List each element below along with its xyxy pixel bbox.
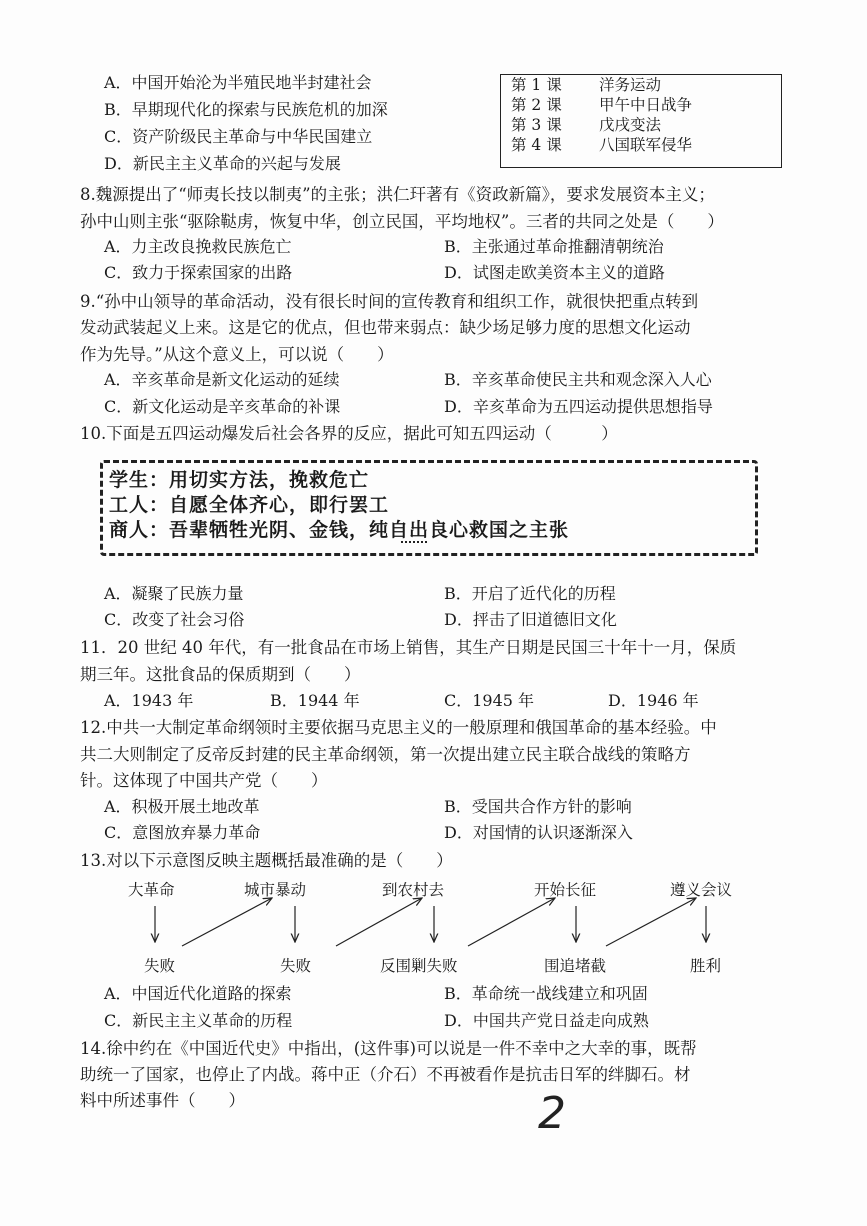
lesson-row: 第 4 课 八国联军侵华 <box>511 136 693 154</box>
q8-option-a: A．力主改良挽救民族危亡 <box>104 237 292 256</box>
q11-stem-2: 期三年。这批食品的保质期到（ ） <box>80 665 361 684</box>
flow-label-bottom: 胜利 <box>690 957 722 975</box>
q9-stem-1: 9.“孙中山领导的革命活动，没有很长时间的宣传教育和组织工作，就很快把重点转到 <box>80 292 699 311</box>
up-arrow-2 <box>336 898 422 946</box>
q8-option-b: B．主张通过革命推翻清朝统治 <box>444 237 664 256</box>
up-arrow-3 <box>468 898 555 946</box>
flow-label-top: 到农村去 <box>382 881 445 899</box>
quote-students: 学生：用切实方法，挽救危亡 <box>109 469 370 491</box>
q12-option-c: C．意图放弃暴力革命 <box>104 823 261 842</box>
quote-box <box>100 460 758 556</box>
q8-option-c: C．致力于探索国家的出路 <box>104 263 293 282</box>
flow-label-top: 城市暴动 <box>244 881 307 899</box>
q13-option-a: A．中国近代化道路的探索 <box>104 984 292 1003</box>
lesson-row: 第 3 课 戊戌变法 <box>511 116 662 134</box>
q8-stem-1: 8.魏源提出了“师夷长技以制夷”的主张；洪仁玕著有《资政新篇》，要求发展资本主义； <box>80 185 715 204</box>
q13-option-c: C．新民主主义革命的历程 <box>104 1011 293 1030</box>
q12-stem-3: 针。这体现了中国共产党（ ） <box>80 771 328 790</box>
up-arrow-1 <box>182 898 272 946</box>
q9-option-c: C．新文化运动是辛亥革命的补课 <box>104 397 341 416</box>
q11-option-c: C．1945 年 <box>444 691 535 710</box>
q10-stem: 10.下面是五四运动爆发后社会各界的反应，据此可知五四运动（ ） <box>80 424 618 443</box>
q8-stem-2: 孙中山则主张“驱除鞑虏，恢复中华，创立民国，平均地权”。三者的共同之处是（ ） <box>80 212 724 231</box>
flow-label-bottom: 反围剿失败 <box>380 957 458 975</box>
flow-diagram <box>100 874 780 976</box>
q9-stem-2: 发动武装起义上来。这是它的优点，但也带来弱点：缺少场足够力度的思想文化运动 <box>80 318 691 337</box>
flow-label-top: 大革命 <box>128 881 175 899</box>
q11-option-b: B．1944 年 <box>270 691 360 710</box>
q13-stem: 13.对以下示意图反映主题概括最准确的是（ ） <box>80 851 453 870</box>
q13-option-b: B．革命统一战线建立和巩固 <box>444 984 648 1003</box>
lesson-row: 第 1 课 洋务运动 <box>511 76 662 94</box>
q14-stem-2: 助统一了国家，也停止了内战。蒋中正（介石）不再被看作是抗击日军的绊脚石。材 <box>80 1065 691 1084</box>
q7-option-c: C．资产阶级民主革命与中华民国建立 <box>104 127 373 146</box>
q7-option-a: A．中国开始沦为半殖民地半封建社会 <box>104 73 372 92</box>
q10-option-c: C．改变了社会习俗 <box>104 610 245 629</box>
q10-option-a: A．凝聚了民族力量 <box>104 584 244 603</box>
q12-option-a: A．积极开展土地改革 <box>104 797 260 816</box>
up-arrow-4 <box>606 898 696 946</box>
q11-option-a: A．1943 年 <box>104 691 194 710</box>
q7-option-b: B．早期现代化的探索与民族危机的加深 <box>104 100 388 119</box>
lesson-table <box>500 74 782 168</box>
q8-option-d: D．试图走欧美资本主义的道路 <box>444 263 665 282</box>
q9-option-a: A．辛亥革命是新文化运动的延续 <box>104 370 340 389</box>
flow-label-top: 遵义会议 <box>670 881 733 899</box>
q12-stem-2: 共二大则制定了反帝反封建的民主革命纲领，第一次提出建立民主联合战线的策略方 <box>80 745 691 764</box>
lesson-row: 第 2 课 甲午中日战争 <box>511 96 693 114</box>
quote-merchants: 商人：吾辈牺牲光阴、金钱，纯自出良心救国之主张 <box>109 519 570 541</box>
flow-label-bottom: 失败 <box>280 957 312 975</box>
flow-label-bottom: 围追堵截 <box>544 957 607 975</box>
q12-stem-1: 12.中共一大制定革命纲领时主要依据马克思主义的一般原理和俄国革命的基本经验。中 <box>80 718 717 737</box>
handwritten-page-number: 2 <box>538 1088 566 1139</box>
q12-option-b: B．受国共合作方针的影响 <box>444 797 632 816</box>
q12-option-d: D．对国情的认识逐渐深入 <box>444 823 633 842</box>
q7-option-d: D．新民主主义革命的兴起与发展 <box>104 154 341 173</box>
flow-label-top: 开始长征 <box>534 881 597 899</box>
q9-option-b: B．辛亥革命使民主共和观念深入人心 <box>444 370 712 389</box>
quote-workers: 工人：自愿全体齐心，即行罢工 <box>109 494 390 516</box>
q10-option-b: B．开启了近代化的历程 <box>444 584 616 603</box>
q10-option-d: D．抨击了旧道德旧文化 <box>444 610 617 629</box>
flow-label-bottom: 失败 <box>144 957 176 975</box>
q9-option-d: D．辛亥革命为五四运动提供思想指导 <box>444 397 713 416</box>
q14-stem-1: 14.徐中约在《中国近代史》中指出，(这件事)可以说是一件不幸中之大幸的事，既帮 <box>80 1039 697 1058</box>
q11-option-d: D．1946 年 <box>608 691 699 710</box>
q9-stem-3: 作为先导。”从这个意义上，可以说（ ） <box>80 345 394 364</box>
q13-option-d: D．中国共产党日益走向成熟 <box>444 1011 649 1030</box>
emphasis-dots <box>401 541 427 543</box>
q14-stem-3: 料中所述事件（ ） <box>80 1091 245 1110</box>
q11-stem-1: 11．20 世纪 40 年代，有一批食品在市场上销售，其生产日期是民国三十年十一月，保质 <box>80 638 737 657</box>
